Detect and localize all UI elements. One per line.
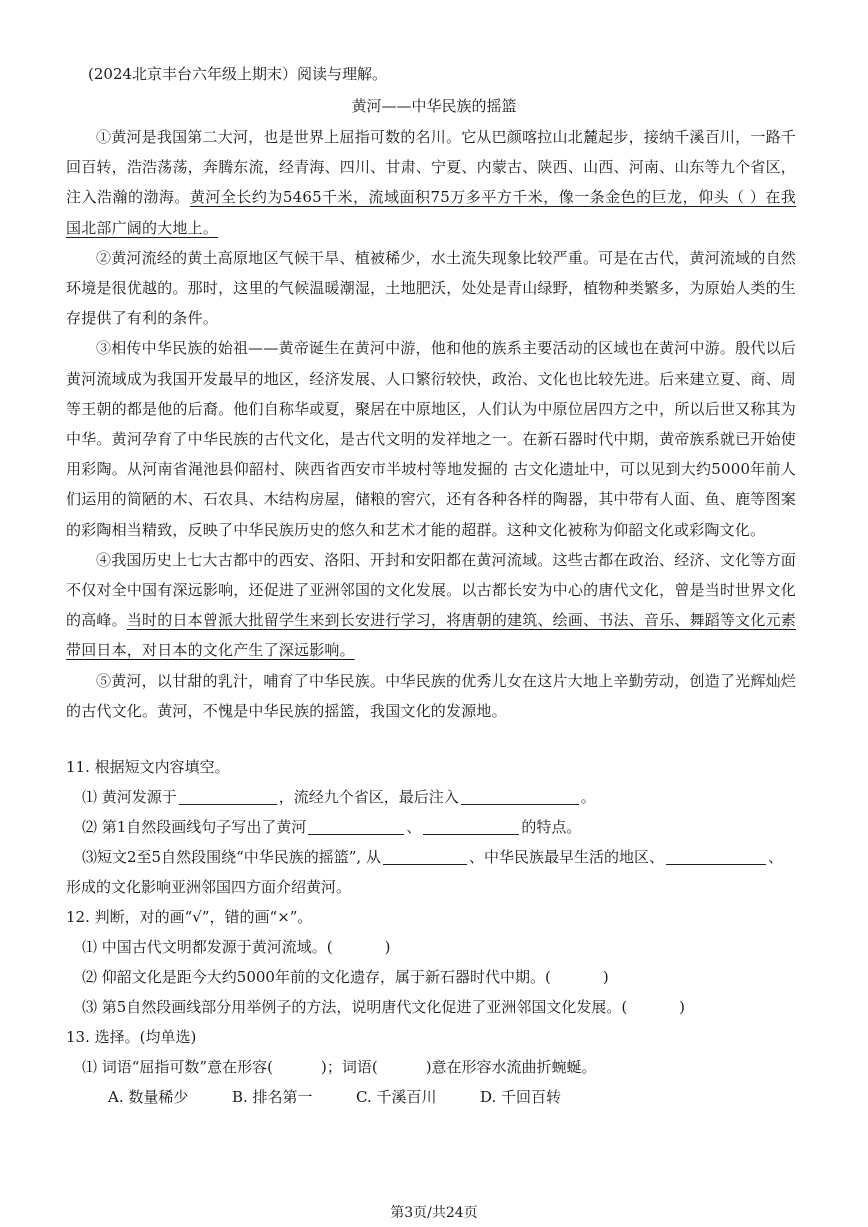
paragraph-2 [66,243,796,334]
option-d[interactable]: D. 千回百转 [480,1088,562,1106]
question-11-stem: 11. 根据短文内容填空。 [66,758,230,776]
paragraph-5 [66,666,796,726]
question-12-stem: 12. 判断，对的画“√”，错的画“×”。 [66,908,313,926]
question-11-3 [66,842,796,872]
question-11-1 [66,782,796,812]
paragraph-text: ①黄河是我国第二大河，也是世界上屈指可数的名川。它从巴颜喀拉山北麓起步，接纳千溪百川，一路千回百转，浩浩荡荡，奔腾东流，经青海、四川、甘肃、宁夏、内蒙古、陕西、山西、河南、山东等九个省区，注入浩瀚的渤海。 [66,128,796,207]
option-b[interactable]: B. 排名第一 [232,1088,313,1106]
question-text: ⑴ 中国古代文明都发源于黄河流域。( [82,938,333,956]
question-12-3 [66,992,796,1022]
answer-blank[interactable] [383,846,467,865]
question-text: 。 [580,788,596,806]
option-a[interactable]: A. 数量稀少 [108,1088,189,1106]
paragraph-text: ⑤黄河，以甘甜的乳汁，哺育了中华民族。中华民族的优秀儿女在这片大地上辛勤劳动，创造了光辉灿烂的古代文化。黄河，不愧是中华民族的摇篮，我国文化的发源地。 [66,671,796,720]
question-13-1 [66,1052,796,1082]
paragraph-text: ④我国历史上七大古都中的西安、洛阳、开封和安阳都在黄河流域。这些古都在政治、经济、文化等方面不仅对全中国有深远影响，还促进了亚洲邻国的文化发展。以古都长安为中心的唐代文化，曾是当时世界文化的高峰。 [66,550,796,630]
question-12-2 [66,962,796,992]
question-text: )；词语( [320,1058,378,1076]
question-text: ⑴ 黄河发源于 [82,788,177,806]
paragraph-text: ②黄河流经的黄土高原地区气候干旱、植被稀少，水土流失现象比较严重。可是在古代，黄河流域的自然环境是很优越的。那时，这里的气候温暖潮湿，土地肥沃，处处是青山绿野，植物种类繁多，为原始人类的生存提供了有利的条件。 [66,248,796,328]
question-text: ⑶短文2至5自然段围绕“中华民族的摇篮”, 从 [82,848,381,866]
underlined-sentence: 当时的日本曾派大批留学生来到长安进行学习，将唐朝的建筑、绘画、书法、音乐、舞蹈等文化元素带回日本，对日本的文化产生了深远影响。 [66,611,796,660]
page-number: 第3页/共24页 [390,1205,478,1221]
question-text: 的特点。 [521,818,582,836]
paragraph-3 [66,333,796,544]
question-13-options [66,1082,796,1112]
question-11-3-cont: 形成的文化影响亚洲邻国四方面介绍黄河。 [66,878,352,896]
answer-blank[interactable] [179,786,277,805]
question-text: )意在形容水流曲折蜿蜒。 [425,1058,597,1076]
question-source-header: (2024北京丰台六年级上期末）阅读与理解。 [88,65,388,83]
question-12-1 [66,932,796,962]
answer-blank[interactable] [308,816,404,835]
answer-blank[interactable] [666,846,766,865]
questions-section [66,752,796,1112]
answer-blank[interactable] [461,786,579,805]
paragraph-1 [66,122,796,243]
passage-title: 黄河——中华民族的摇篮 [351,97,517,115]
option-c[interactable]: C. 千溪百川 [356,1088,437,1106]
question-text: ) [679,998,686,1016]
question-text: ) [602,968,609,986]
passage-body [66,122,796,726]
question-text: 、中华民族最早生活的地区、 [468,848,664,866]
underlined-sentence: 黄河全长约为5465千米，流域面积75万多平方千米，像一条金色的巨龙，仰头（ ）在我国北部广阔的大地上。 [66,188,796,237]
question-text: 、 [767,848,783,866]
question-text: ，流经九个省区，最后注入 [278,788,459,806]
question-13-stem: 13. 选择。(均单选) [66,1028,197,1046]
question-text: 、 [406,818,422,836]
question-11-2 [66,812,796,842]
paragraph-text: ③相传中华民族的始祖——黄帝诞生在黄河中游，他和他的族系主要活动的区域也在黄河中游。殷代以后黄河流域成为我国开发最早的地区，经济发展、人口繁衍较快，政治、文化也比较先进。后来建立夏、商、周等王朝的都是他的后裔。他们自称华或夏，聚居在中原地区，人们认为中原位居四方之中，所以后世又称其为中华。黄河孕育了中华民族的古代文化，是古代文明的发祥地之一。在新石器时代中期，黄帝族系就已开始使用彩陶。从河南省渑池县仰韶村、陕西省西安市半坡村等地发掘的 古文化遗址中，可以见到大约5000年前人们运用的简陋的木、石农具、木结构房屋，储粮的窖穴，还有各种各样的陶器，其中带有人面、鱼、鹿等图案的彩陶相当精致，反映了中华民族历史的悠久和艺术才能的超群。这种文化被称为仰韶文化或彩陶文化。 [66,339,796,539]
question-text: ⑴ 词语“屈指可数”意在形容( [82,1058,273,1076]
answer-blank[interactable] [423,816,519,835]
question-text: ⑵ 仰韶文化是距今大约5000年前的文化遗存，属于新石器时代中期。( [82,968,551,986]
question-text: ⑶ 第5自然段画线部分用举例子的方法，说明唐代文化促进了亚洲邻国文化发展。( [82,998,628,1016]
question-text: ) [384,938,391,956]
question-text: ⑵ 第1自然段画线句子写出了黄河 [82,818,307,836]
paragraph-4 [66,545,796,666]
